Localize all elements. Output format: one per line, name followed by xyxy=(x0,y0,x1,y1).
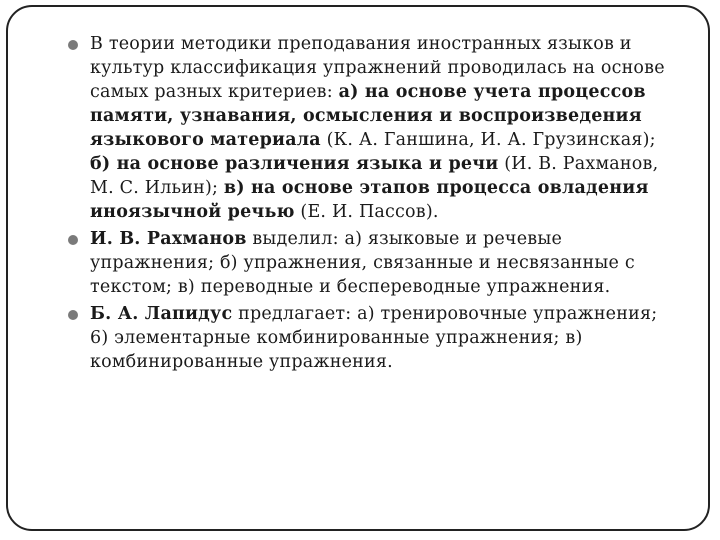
bullet-text-segment-bold: а) на основе учета процессов памяти, узнавания, осмысления и воспроизведения языкового материала xyxy=(90,82,646,150)
bullet-text-segment: (И. В. Рахманов, М. С. Ильин); xyxy=(90,154,659,198)
bullet-text-segment-bold: в) на основе этапов процесса овладения иноязычной речью xyxy=(90,178,649,222)
bullet-item-rakhmanov xyxy=(68,227,668,299)
bullet-text-segment-bold: Б. А. Лапидус xyxy=(90,304,233,324)
bullet-text-segment-bold: б) на основе различения языка и речи xyxy=(90,154,499,174)
bullet-item-lapidus xyxy=(68,302,668,374)
bullet-dot-icon xyxy=(68,310,78,320)
bullet-text-segment: (Е. И. Пассов). xyxy=(294,202,439,222)
bullet-item-classification-criteria xyxy=(68,32,668,224)
bullet-dot-icon xyxy=(68,235,78,245)
bullet-text-segment: (К. А. Ганшина, И. А. Грузинская); xyxy=(320,130,656,150)
bullet-text-segment: В теории методики преподавания иностранных языков и культур классификация упражнений проводилась на основе самых разных критериев: xyxy=(90,34,665,102)
bullet-text-segment: предлагает: а) тренировочные упражнения; 6) элементарные комбинированные упражнения; в) комбинированные упражнения. xyxy=(90,304,658,372)
bullet-text-segment: выделил: а) языковые и речевые упражнения; б) упражнения, связанные и несвязанные с текстом; в) переводные и беспереводные упражнения. xyxy=(90,229,635,297)
bullet-text-segment-bold: И. В. Рахманов xyxy=(90,229,247,249)
bullet-list xyxy=(68,32,668,377)
bullet-dot-icon xyxy=(68,40,78,50)
